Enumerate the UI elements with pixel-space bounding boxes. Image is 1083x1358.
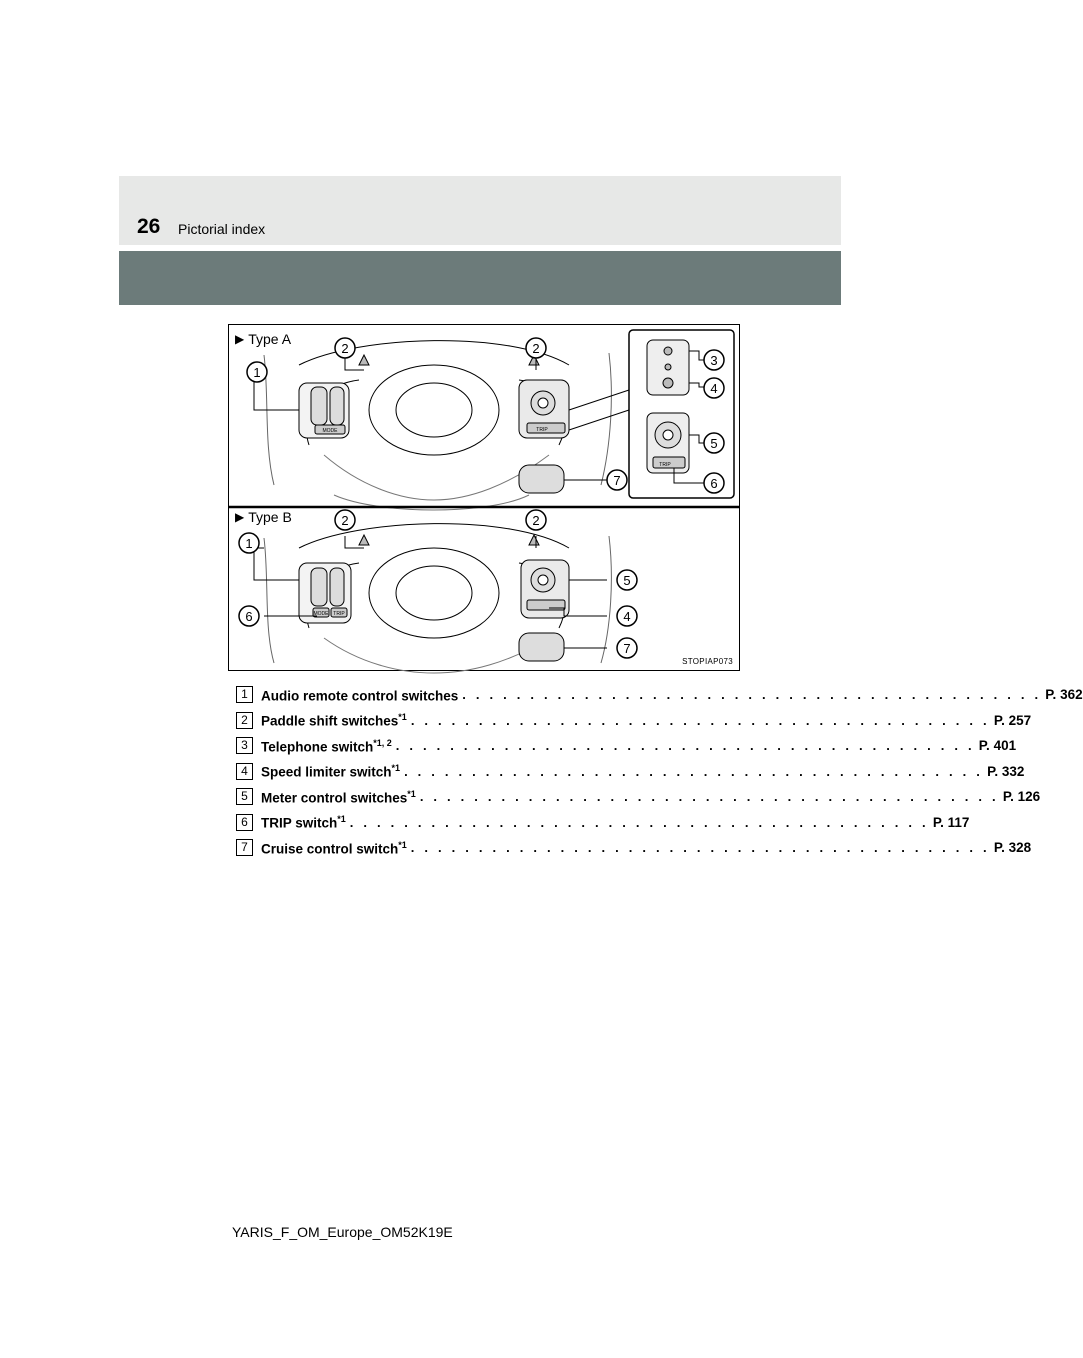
callout-text: 5 (623, 573, 631, 588)
type-b-wheel (254, 524, 611, 673)
item-note: *1 (337, 814, 346, 824)
callout-text: 1 (253, 365, 261, 380)
item-label: Paddle shift switches (261, 713, 399, 729)
legend-item (236, 733, 1017, 759)
footer-doc-code: YARIS_F_OM_Europe_OM52K19E (232, 1224, 453, 1240)
item-label: TRIP switch (261, 815, 338, 831)
page-reference[interactable]: P. 362 (1045, 687, 1083, 703)
type-a-label: ▶ Type A (235, 331, 292, 347)
dot-leader: . . . . . . . . . . . . . . . . . . . . . . . . . . . . . . . . . . . . . . . . . . . (404, 763, 984, 779)
dot-leader: . . . . . . . . . . . . . . . . . . . . . . . . . . . . . . . . . . . . . . . . . . . (410, 840, 990, 856)
legend-item (236, 835, 1032, 861)
callout-text: 2 (532, 341, 540, 356)
callout-text: 2 (341, 513, 349, 528)
dot-leader: . . . . . . . . . . . . . . . . . . . . . . . . . . . . . . . . . . . . . . . . . . . (419, 789, 999, 805)
callout-text: 2 (341, 341, 349, 356)
page-reference[interactable]: P. 117 (932, 814, 970, 830)
callout-text: 4 (710, 381, 718, 396)
item-note: *1 (398, 712, 407, 722)
legend-item (236, 810, 970, 836)
item-number: 7 (236, 839, 253, 856)
callout-text: 3 (710, 353, 718, 368)
dot-leader: . . . . . . . . . . . . . . . . . . . . . . . . . . . . . . . . . . . . . . . . . . . (395, 738, 975, 754)
legend-item (236, 759, 1025, 785)
page-reference[interactable]: P. 401 (978, 738, 1017, 754)
item-note: *1, 2 (373, 737, 392, 748)
triangle-bullet-icon: ▶ (235, 332, 245, 346)
item-note: *1 (407, 788, 416, 799)
callout-text: 5 (710, 436, 718, 451)
callout-text: 4 (623, 609, 631, 624)
steering-wheel-illustration (229, 325, 739, 670)
trip-switch-text: TRIP (659, 462, 671, 468)
page-reference[interactable]: P. 328 (993, 840, 1032, 856)
item-number: 4 (236, 763, 253, 780)
item-label: Cruise control switch (261, 841, 399, 856)
item-label: Speed limiter switch (261, 764, 392, 780)
triangle-bullet-icon: ▶ (235, 510, 245, 524)
callout-text: 6 (710, 476, 718, 491)
page-reference[interactable]: P. 332 (987, 763, 1025, 779)
item-label: Audio remote control switches (261, 688, 459, 703)
callout-text: 2 (532, 513, 540, 528)
callout-text: 1 (245, 536, 253, 551)
item-number: 3 (236, 737, 253, 754)
type-b-label: ▶ Type B (235, 509, 292, 525)
trip-switch-text: TRIP (536, 427, 548, 433)
item-label: Meter control switches (261, 790, 408, 805)
legend-item (236, 784, 1041, 810)
legend-item (236, 708, 1032, 734)
item-number: 1 (236, 686, 253, 703)
figure-code: STOPIAP073 (682, 657, 733, 666)
type-a-wheel (254, 330, 734, 510)
dot-leader: . . . . . . . . . . . . . . . . . . . . . . . . . . . . . . . . . . . . . . . . . . . (410, 712, 990, 728)
legend-item (236, 682, 1083, 708)
callout-text: 7 (623, 641, 631, 656)
item-number: 2 (236, 712, 253, 729)
dot-leader: . . . . . . . . . . . . . . . . . . . . . . . . . . . . . . . . . . . . . . . . . . . (462, 687, 1042, 703)
callout-text: 6 (245, 609, 253, 624)
page-reference[interactable]: P. 257 (993, 712, 1032, 728)
dot-leader: . . . . . . . . . . . . . . . . . . . . . . . . . . . . . . . . . . . . . . . . . . . (349, 814, 929, 830)
trip-switch-text: TRIP (333, 611, 345, 617)
page-number: 26 (137, 215, 161, 238)
item-note: *1 (391, 763, 401, 773)
item-label: Telephone switch (261, 739, 374, 754)
item-note: *1 (398, 839, 407, 850)
item-number: 5 (236, 788, 253, 805)
section-title: Pictorial index (178, 221, 266, 237)
page-reference[interactable]: P. 126 (1002, 789, 1041, 805)
title-bar (119, 251, 841, 305)
item-number: 6 (236, 814, 253, 831)
mode-switch-text: MODE (313, 611, 329, 617)
mode-switch-text: MODE (322, 428, 338, 434)
callout-text: 7 (613, 473, 621, 488)
legend-list (236, 682, 1083, 861)
steering-wheel-figure (228, 324, 740, 671)
